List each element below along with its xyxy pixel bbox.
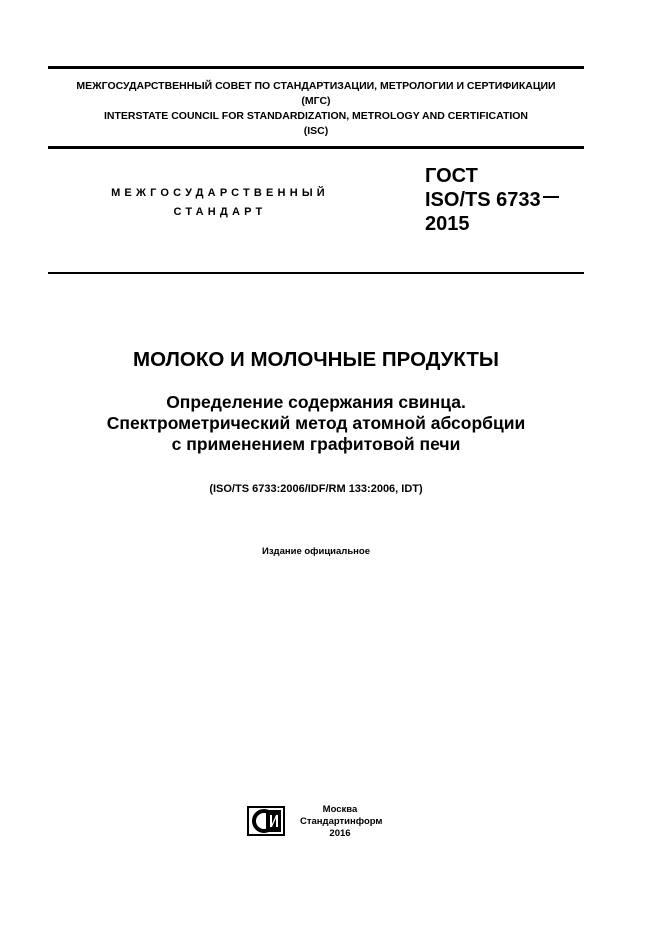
standard-kind: [60, 184, 380, 222]
edition-note: Издание официальное: [262, 546, 370, 557]
top-rule: [48, 66, 584, 69]
standartinform-logo-icon: [247, 806, 285, 836]
council-name-ru: МЕЖГОСУДАРСТВЕННЫЙ СОВЕТ ПО СТАНДАРТИЗАЦИИ, МЕТРОЛОГИИ И СЕРТИФИКАЦИИ: [76, 80, 556, 92]
designation-dash: [543, 196, 559, 198]
designation-prefix: ГОСТ: [425, 165, 478, 187]
document-subtitle: [0, 392, 632, 455]
publisher-year: 2016: [329, 828, 351, 839]
designation-year: 2015: [425, 213, 470, 235]
standard-designation: [425, 164, 559, 236]
publisher-city: Москва: [322, 804, 358, 815]
designation-number-row: [425, 188, 559, 212]
standard-kind-line1: МЕЖГОСУДАРСТВЕННЫЙ: [111, 187, 329, 199]
publisher-info: [300, 804, 383, 840]
subtitle-line2: Спектрометрический метод атомной абсорбции: [106, 413, 526, 433]
council-abbr-en: (ISC): [303, 125, 329, 137]
middle-rule: [48, 146, 584, 149]
document-title: МОЛОКО И МОЛОЧНЫЕ ПРОДУКТЫ: [133, 348, 499, 371]
council-abbr-ru: (МГС): [301, 95, 331, 107]
subtitle-line3: с применением графитовой печи: [171, 434, 461, 454]
subtitle-line1: Определение содержания свинца.: [166, 392, 466, 412]
standard-kind-line2: СТАНДАРТ: [173, 206, 267, 218]
council-name-en: INTERSTATE COUNCIL FOR STANDARDIZATION, METROLOGY AND CERTIFICATION: [103, 110, 529, 122]
council-header: [48, 79, 584, 139]
publisher-name: Стандартинформ: [300, 816, 383, 827]
bottom-rule: [48, 272, 584, 274]
designation-number: ISO/TS 6733: [425, 189, 541, 211]
international-reference: (ISO/TS 6733:2006/IDF/RM 133:2006, IDT): [209, 483, 423, 495]
